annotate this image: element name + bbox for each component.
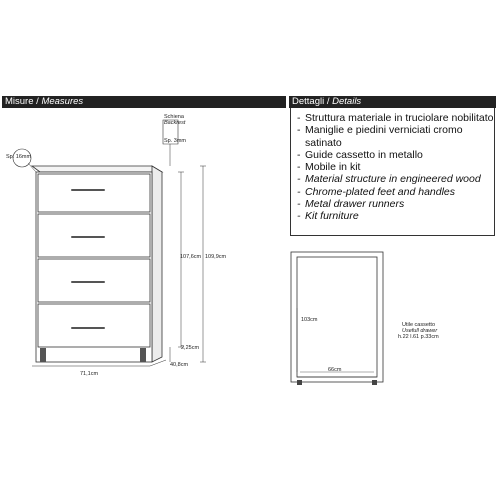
side-thickness-label: Sp. 16mm <box>6 154 32 160</box>
detail-item: - Guide cassetto in metallo <box>297 149 494 161</box>
useful-drawer-label-en: Usefull drawer <box>402 328 438 334</box>
detail-item: - Metal drawer runners <box>297 198 494 210</box>
inner-height-label: 107,6cm <box>180 254 202 260</box>
backrest-thickness-label: Sp. 3mm <box>164 138 187 144</box>
useful-drawer-label: Utile cassetto <box>402 322 436 328</box>
dresser-body <box>36 172 152 362</box>
foot-height-label: 2,25cm <box>181 345 200 351</box>
foot-right <box>140 348 146 362</box>
dresser-top <box>32 166 162 172</box>
handle-2 <box>71 236 105 238</box>
handle-1 <box>71 189 105 191</box>
detail-item: - Chrome-plated feet and handles <box>297 186 494 198</box>
detail-item: - Struttura materiale in truciolare nobilitato <box>297 112 494 124</box>
measures-header: Misure / Measures <box>2 96 286 108</box>
foot-left <box>40 348 46 362</box>
handle-4 <box>71 327 105 329</box>
details-header: Dettagli / Details <box>289 96 496 108</box>
detail-item: - Mobile in kit <box>297 161 494 173</box>
handle-3 <box>71 281 105 283</box>
dresser-side <box>152 166 162 362</box>
backrest-label-en: Backrest <box>164 120 186 126</box>
drawer-height-label: 103cm <box>301 317 318 323</box>
detail-item: - Maniglie e piedini verniciati cromo satinato <box>297 124 494 149</box>
depth-label: 40,8cm <box>170 362 189 368</box>
width-label: 71,1cm <box>80 371 99 377</box>
detail-item: - Kit furniture <box>297 210 494 222</box>
total-height-label: 109,9cm <box>205 254 227 260</box>
useful-drawer-dims: h.22 l.61 p.33cm <box>398 334 439 340</box>
drawer-width-label: 66cm <box>328 367 342 373</box>
backrest-label: Schiena <box>164 114 184 120</box>
detail-item: - Material structure in engineered wood <box>297 173 494 185</box>
